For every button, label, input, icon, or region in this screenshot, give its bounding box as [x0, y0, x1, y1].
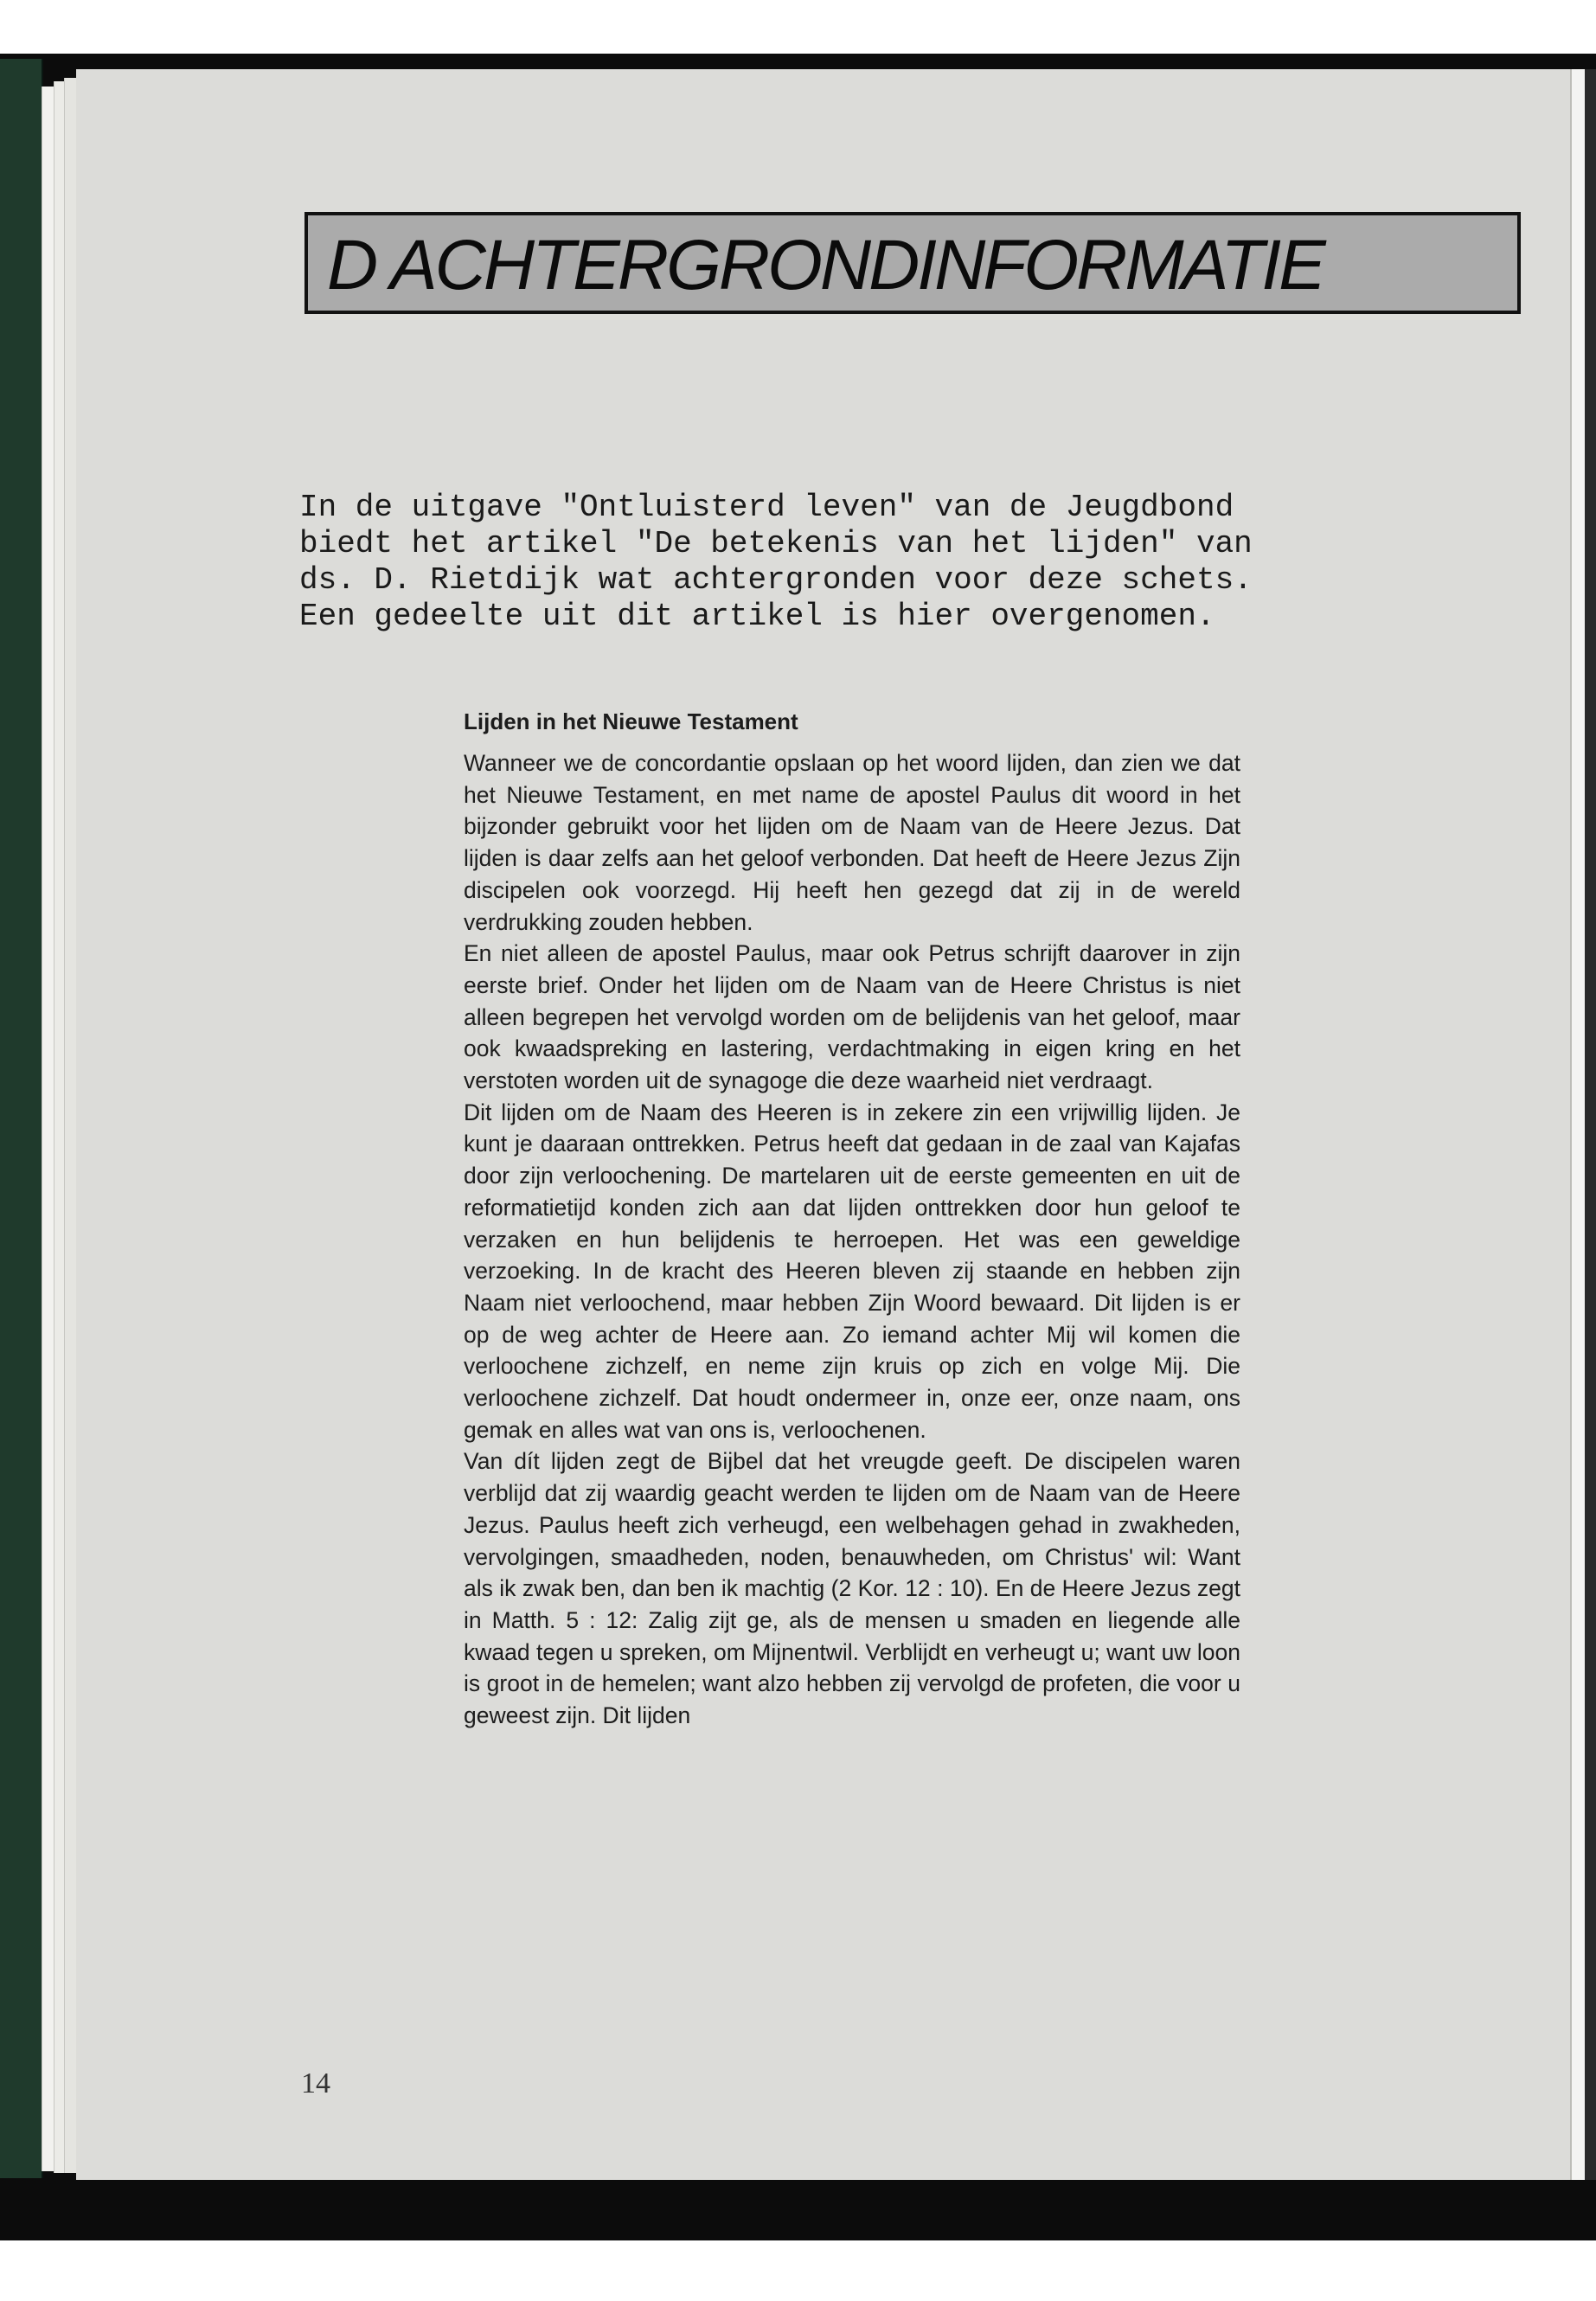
article-paragraph: Van dít lijden zegt de Bijbel dat het vreugde geeft. De discipelen waren verblijd dat zij waardig geacht werden te lijden om de Naam van de Heere Jezus. Paulus heeft zich verheugd, een welbehagen gehad in zwakheden, vervolgingen, smaadheden, noden, benauwheden, om Christus' wil: Want als ik zwak ben, dan ben ik machtig (2 Kor. 12 : 10). En de Heere Jezus zegt in Matth. 5 : 12: Zalig zijt ge, als de mensen u smaden en liegende alle kwaad tegen u spreken, om Mijnentwil. Verblijdt en verheugt u; want uw loon is groot in de hemelen; want alzo hebben zij vervolgd de profeten, die voor u geweest zijn. Dit lijden	[464, 1448, 1240, 1729]
scan-right-edge	[1585, 69, 1596, 2180]
article-paragraph: En niet alleen de apostel Paulus, maar ook Petrus schrijft daarover in zijn eerste brief. Onder het lijden om de Naam van de Heere Christus is niet alleen begrepen het vervolgd worden om de belijdenis van het geloof, maar ook kwaadspreking en lastering, verdachtmaking in eigen kring en het verstoten worden uit de synagoge die deze waarheid niet verdraagt.	[464, 940, 1240, 1094]
book-cover	[0, 59, 43, 2178]
intro-line: In de uitgave "Ontluisterd leven" van de Jeugdbond	[299, 490, 1234, 525]
section-title: D ACHTERGRONDINFORMATIE	[327, 226, 1324, 304]
scan-margin-top	[0, 0, 1596, 54]
section-title-box	[304, 212, 1521, 314]
article-paragraph: Wanneer we de concordantie opslaan op het woord lijden, dan zien we dat het Nieuwe Testament, en met name de apostel Paulus dit woord in het bijzonder gebruikt voor het lijden om de Naam van de Heere Jezus. Dat lijden is daar zelfs aan het geloof verbonden. Dat heeft de Heere Jezus Zijn discipelen ook voorzegd. Hij heeft hen gezegd dat zij in de wereld verdrukking zouden hebben.	[464, 750, 1240, 935]
page-number: 14	[301, 2067, 330, 2099]
article	[464, 706, 1240, 1732]
article-paragraph: Dit lijden om de Naam des Heeren is in zekere zin een vrijwillig lijden. Je kunt je daaraan onttrekken. Petrus heeft dat gedaan in de zaal van Kajafas door zijn verloochening. De martelaren uit de eerste gemeenten en uit de reformatietijd konden zich aan dat lijden onttrekken door hun geloof te verzaken en hun belijdenis te herroepen. Het was een geweldige verzoeking. In de kracht des Heeren bleven zij staande en hebben zijn Naam niet verloochend, maar hebben Zijn Woord bewaard. Dit lijden is er op de weg achter de Heere aan. Zo iemand achter Mij wil komen die verloochene zichzelf, en neme zijn kruis op zich en volge Mij. Die verloochene zichzelf. Dat houdt ondermeer in, onze eer, onze naam, ons gemak en alles wat van ons is, verloochenen.	[464, 1099, 1240, 1443]
intro-line: biedt het artikel "De betekenis van het lijden" van	[299, 526, 1253, 561]
scan-margin-bottom	[0, 2240, 1596, 2301]
intro-line: ds. D. Rietdijk wat achtergronden voor deze schets.	[299, 562, 1253, 598]
intro-line: Een gedeelte uit dit artikel is hier overgenomen.	[299, 599, 1215, 634]
intro-text	[299, 490, 1510, 635]
article-heading: Lijden in het Nieuwe Testament	[464, 708, 798, 734]
article-body	[464, 747, 1240, 1732]
